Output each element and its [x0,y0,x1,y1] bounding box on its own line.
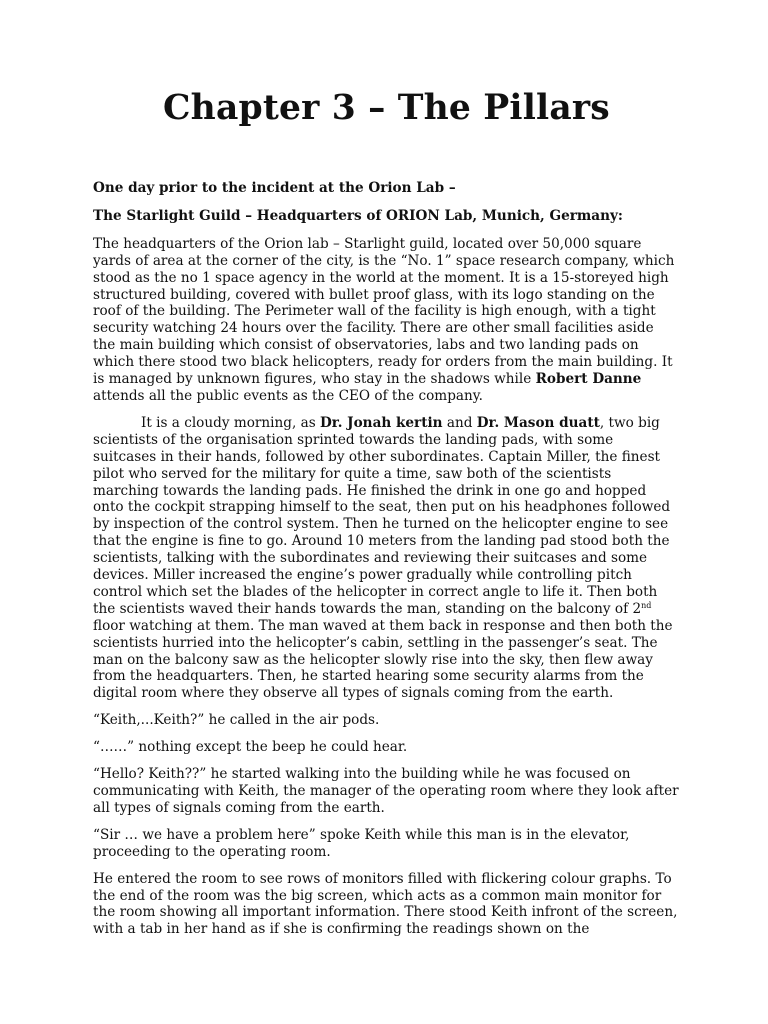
name-mason-duatt: Dr. Mason duatt [476,414,600,431]
paragraph-operating-room: He entered the room to see rows of monitors filled with flickering colour graphs. To the end of the room was the big screen, which acts as a common main monitor for the room showing all important information. There stood Keith infront of the screen, with a tab in her hand as if she is confirming the readings shown on the [93,870,678,938]
paragraph-text: and [442,414,477,431]
chapter-title: Chapter 3 – The Pillars [163,88,610,128]
ordinal-suffix: nd [641,600,652,610]
paragraph-text: The headquarters of the Orion lab – Starlight guild, located over 50,000 square yards of area at the corner of the city, is the “No. 1” space research company, which stood as the no 1 space agency in the world at the moment. It is a 15-storeyed high structured building, covered with bullet proof glass, with its logo standing on the roof of the building. The Perimeter wall of the facility is high enough, with a tight security watching 24 hours over the facility. There are other small facilities aside the main building which consist of observatories, labs and two landing pads on which there stood two black helicopters, ready for orders from the main building. It is managed by unknown figures, who stay in the shadows while [93,235,675,388]
heading-day: One day prior to the incident at the Orion Lab – [93,180,456,196]
dialogue-keith-call: “Keith,...Keith?” he called in the air pods. [93,712,380,729]
paragraph-text: , two big scientists of the organisation sprinted towards the landing pads, with some suitcases in their hands, followed by other subordinates. Captain Miller, the finest pilot who served for the military for quite a time, saw both of the scientists marching towards the landing pads. He finished the drink in one go and hopped onto the cockpit strapping himself to the seat, then put on his headphones followed by inspection of the control system. Then he turned on the helicopter engine to see that the engine is fine to go. Around 10 meters from the landing pad stood both the scientists, talking with the subordinates and reviewing their suitcases and some devices. Miller increased the engine’s power gradually while controlling pitch control which set the blades of the helicopter in correct angle to life it. Then both the scientists waved their hands towards the man, standing on the balcony of 2 [93,414,671,617]
dialogue-hello-keith: “Hello? Keith??” he started walking into the building while he was focused on communicating with Keith, the manager of the operating room where they look after all types of signals coming from the earth. [93,766,679,816]
name-jonah-kertin: Dr. Jonah kertin [320,414,443,431]
paragraph-text: floor watching at them. The man waved at them back in response and then both the scientists hurried into the helicopter’s cabin, settling in the passenger’s seat. The man on the balcony saw as the helicopter slowly rise into the sky, then flew away from the headquarters. Then, he started hearing some security alarms from the digital room where they observe all types of signals coming from the earth. [93,617,673,702]
dialogue-problem: “Sir … we have a problem here” spoke Keith while this man is in the elevator, proceeding to the operating room. [93,826,630,860]
dialogue-silence: “……” nothing except the beep he could hear. [93,739,408,756]
name-robert-danne: Robert Danne [535,371,642,388]
heading-location: The Starlight Guild – Headquarters of ORION Lab, Munich, Germany: [93,207,623,224]
paragraph-text: It is a cloudy morning, as [141,414,321,431]
paragraph-text: attends all the public events as the CEO of the company. [93,387,483,404]
paragraph-headquarters [93,236,679,405]
document-body [93,180,679,948]
paragraph-morning [93,415,679,702]
